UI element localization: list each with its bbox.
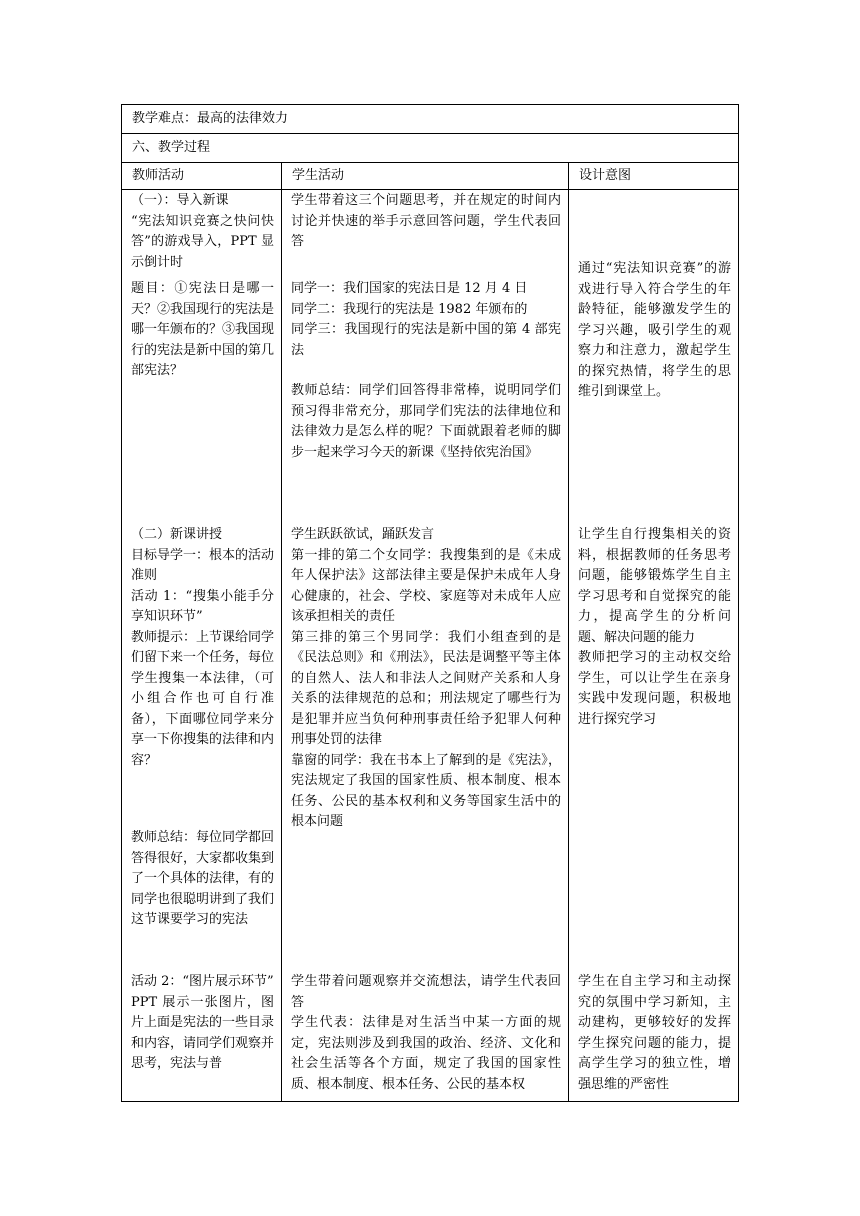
teacher-activity-2-block: 活动 2：“图片展示环节” PPT 展示一张图片，图片上面是宪法的一些目录和内容，请同学们观察并思考，宪法与普	[131, 974, 275, 1071]
student-activity-header: 学生活动	[282, 163, 569, 190]
teacher-intro-block: （一）：导入新课 “宪法知识竞赛之快问快答”的游戏导入，PPT 显示倒计时	[131, 193, 274, 270]
student-answers: 同学一：我们国家的宪法日是 12 月 4 日 同学二：我现行的宪法是 1982 年颁布的 同学三：我国现行的宪法是新中国的第 4 部宪法	[291, 281, 561, 358]
intent-intro: 通过“宪法知识竞赛”的游戏进行导入符合学生的年龄特征，能够激发学生的学习兴趣，吸引学生的观察力和注意力，激起学生的探究热情，将学生的思维引到课堂上。	[578, 261, 731, 399]
intent-new-lesson: 让学生自行搜集相关的资料，根据教师的任务思考问题，能够锻炼学生自主学习思考和自觉探究的能力，提高学生的分析问题、解决问题的能力 教师把学习的主动权交给学生，可以让学生在亲身实践中发现问题，积极地进行探究学习	[578, 527, 731, 727]
lesson-plan-table	[121, 104, 739, 1102]
student-activity-cell	[282, 190, 569, 1102]
design-intent-cell	[569, 190, 739, 1102]
design-intent-header: 设计意图	[569, 163, 739, 190]
teaching-difficulty-row: 教学难点：最高的法律效力	[122, 105, 739, 134]
student-sharing-block: 学生跃跃欲试，踊跃发言 第一排的第二个女同学：我搜集到的是《未成年人保护法》这部法律主要是保护未成年人身心健康的，社会、学校、家庭等对未成年人应该承担相关的责任 第三排的第三个男同学：我们小组查到的是《民法总则》和《刑法》，民法是调整平等主体的自然人、法人和非法人之间财产关系和人身关系的法律规范的总和；刑法规定了哪些行为是犯罪并应当负何种刑事责任给予犯罪人何种刑事处罚的法律 靠窗的同学：我在书本上了解到的是《宪法》，宪法规定了我国的国家性质、根本制度、根本任务、公民的基本权利和义务等国家生活中的根本问题	[291, 527, 561, 829]
teacher-quiz-questions: 题目：①宪法日是哪一天？②我国现行的宪法是哪一年颁布的？③我国现行的宪法是新中国的第几部宪法？	[131, 281, 275, 378]
teaching-process-heading: 六、教学过程	[122, 134, 739, 163]
intent-activity-2: 学生在自主学习和主动探究的氛围中学习新知，主动建构，更够较好的发挥学生探究问题的能力，提高学生学习的独立性，增强思维的严密性	[578, 974, 731, 1092]
student-activity-2-response: 学生带着问题观察并交流想法，请学生代表回答 学生代表：法律是对生活当中某一方面的规定，宪法则涉及到我国的政治、经济、文化和社会生活等各个方面，规定了我国的国家性质、根本制度、根本任务、公民的基本权	[291, 974, 561, 1092]
teacher-summary-block: 教师总结：每位同学都回答得很好，大家都收集到了一个具体的法律，有的同学也很聪明讲到了我们这节课要学习的宪法	[131, 830, 275, 927]
lesson-plan-table-wrapper	[121, 104, 738, 1104]
teacher-new-lesson-block: （二）新课讲授 目标导学一：根本的活动准则 活动 1：“搜集小能手分享知识环节” 教师提示：上节课给同学们留下来一个任务，每位学生搜集一本法律，（可小组合作也可自行准备），下面哪位同学来分享一下你搜集的法律和内容？	[131, 527, 275, 768]
student-intro-response: 学生带着这三个问题思考，并在规定的时间内讨论并快速的举手示意回答问题，学生代表回答	[291, 193, 561, 249]
teacher-activity-cell	[122, 190, 282, 1102]
student-teacher-summary: 教师总结：同学们回答得非常棒，说明同学们预习得非常充分，那同学们宪法的法律地位和法律效力是怎么样的呢？下面就跟着老师的脚步一起来学习今天的新课《坚持依宪治国》	[291, 383, 561, 460]
teacher-activity-header: 教师活动	[122, 163, 282, 190]
